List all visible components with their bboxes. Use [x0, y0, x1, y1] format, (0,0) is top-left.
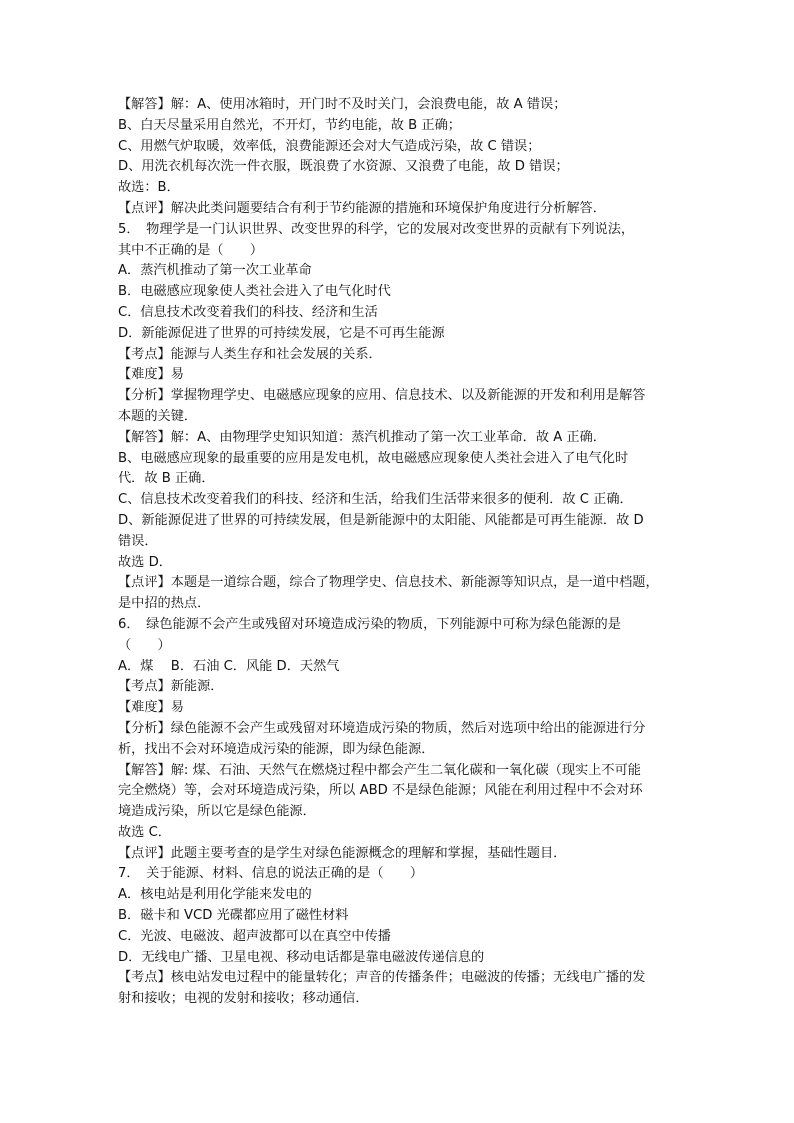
- text-line: A．蒸汽机推动了第一次工业革命: [118, 263, 312, 279]
- text-line: （ ）: [118, 637, 171, 653]
- text-line: 【难度】易: [118, 700, 184, 716]
- text-line: 7． 关于能源、材料、信息的说法正确的是（ ）: [118, 866, 424, 882]
- text-line: B．电磁感应现象使人类社会进入了电气化时代: [118, 284, 391, 300]
- text-line: 射和接收；电视的发射和接收；移动通信．: [118, 991, 369, 1007]
- text-line: 其中不正确的是（ ）: [118, 242, 264, 258]
- text-line: 6． 绿色能源不会产生或残留对环境造成污染的物质，下列能源中可称为绿色能源的是: [118, 616, 621, 632]
- text-line: B、白天尽量采用自然光，不开灯，节约电能，故 B 正确；: [118, 117, 461, 133]
- text-line: 【解答】解：A、使用冰箱时，开门时不及时关门，会浪费电能，故 A 错误；: [118, 97, 567, 112]
- text-line: 【点评】解决此类问题要结合有利于节约能源的措施和环境保护角度进行分析解答．: [118, 200, 606, 216]
- text-line: C．光波、电磁波、超声波都可以在真空中传播: [118, 928, 391, 944]
- text-line: D、用洗衣机每次洗一件衣服，既浪费了水资源、又浪费了电能，故 D 错误；: [118, 159, 569, 175]
- document-page: [118, 95, 680, 1010]
- text-line: A．煤 B．石油 C．风能 D．天然气: [118, 658, 340, 674]
- text-line: 境造成污染，所以它是绿色能源．: [118, 804, 316, 820]
- text-line: D、新能源促进了世界的可持续发展，但是新能源中的太阳能、风能都是可再生能源．故 D: [118, 512, 644, 528]
- text-line: 故选：B．: [118, 180, 180, 196]
- text-line: 【点评】本题是一道综合题，综合了物理学史、信息技术、新能源等知识点，是一道中档题，: [118, 575, 659, 591]
- text-line: 代．故 B 正确．: [118, 471, 215, 487]
- text-line: 【解答】解: 煤、石油、天然气在燃烧过程中都会产生二氧化碳和一氧化碳（现实上不可能: [118, 762, 641, 778]
- text-line: A．核电站是利用化学能来发电的: [118, 887, 312, 903]
- text-line: 【难度】易: [118, 367, 184, 383]
- text-line: C．信息技术改变着我们的科技、经济和生活: [118, 304, 378, 320]
- text-line: 【考点】能源与人类生存和社会发展的关系．: [118, 346, 382, 362]
- text-line: 【点评】此题主要考查的是学生对绿色能源概念的理解和掌握，基础性题目．: [118, 845, 567, 861]
- text-line: 错误．: [118, 533, 158, 549]
- text-line: D．无线电广播、卫星电视、移动电话都是靠电磁波传递信息的: [118, 949, 485, 965]
- text-line: 【解答】解：A、由物理学史知识知道：蒸汽机推动了第一次工业革命．故 A 正确．: [118, 429, 606, 445]
- text-line: B、电磁感应现象的最重要的应用是发电机，故电磁感应现象使人类社会进入了电气化时: [118, 450, 629, 466]
- text-line: 故选 D．: [118, 554, 172, 570]
- text-line: 析，找出不会对环境造成污染的能源，即为绿色能源．: [118, 741, 435, 757]
- text-line: 故选 C．: [118, 824, 171, 840]
- text-line: 【考点】核电站发电过程中的能量转化；声音的传播条件；电磁波的传播；无线电广播的发: [118, 970, 646, 986]
- text-line: C、用燃气炉取暖，效率低，浪费能源还会对大气造成污染，故 C 错误；: [118, 138, 541, 154]
- text-line: 【分析】掌握物理学史、电磁感应现象的应用、信息技术、以及新能源的开发和利用是解答: [118, 388, 646, 404]
- text-line: 【分析】绿色能源不会产生或残留对环境造成污染的物质，然后对选项中给出的能源进行分: [118, 720, 646, 736]
- text-line: 【考点】新能源．: [118, 679, 224, 695]
- text-line: 完全燃烧）等，会对环境造成污染，所以 ABD 不是绿色能源；风能在利用过程中不会对环: [118, 783, 643, 799]
- text-line: 本题的关键．: [118, 408, 198, 424]
- text-line: C、信息技术改变着我们的科技、经济和生活，给我们生活带来很多的便利．故 C 正确．: [118, 492, 633, 508]
- text-line: D．新能源促进了世界的可持续发展，它是不可再生能源: [118, 325, 445, 341]
- text-line: 5． 物理学是一门认识世界、改变世界的科学，它的发展对改变世界的贡献有下列说法，: [118, 221, 635, 237]
- text-line: B．磁卡和 VCD 光碟都应用了磁性材料: [118, 908, 349, 924]
- text-line: 是中招的热点．: [118, 596, 211, 612]
